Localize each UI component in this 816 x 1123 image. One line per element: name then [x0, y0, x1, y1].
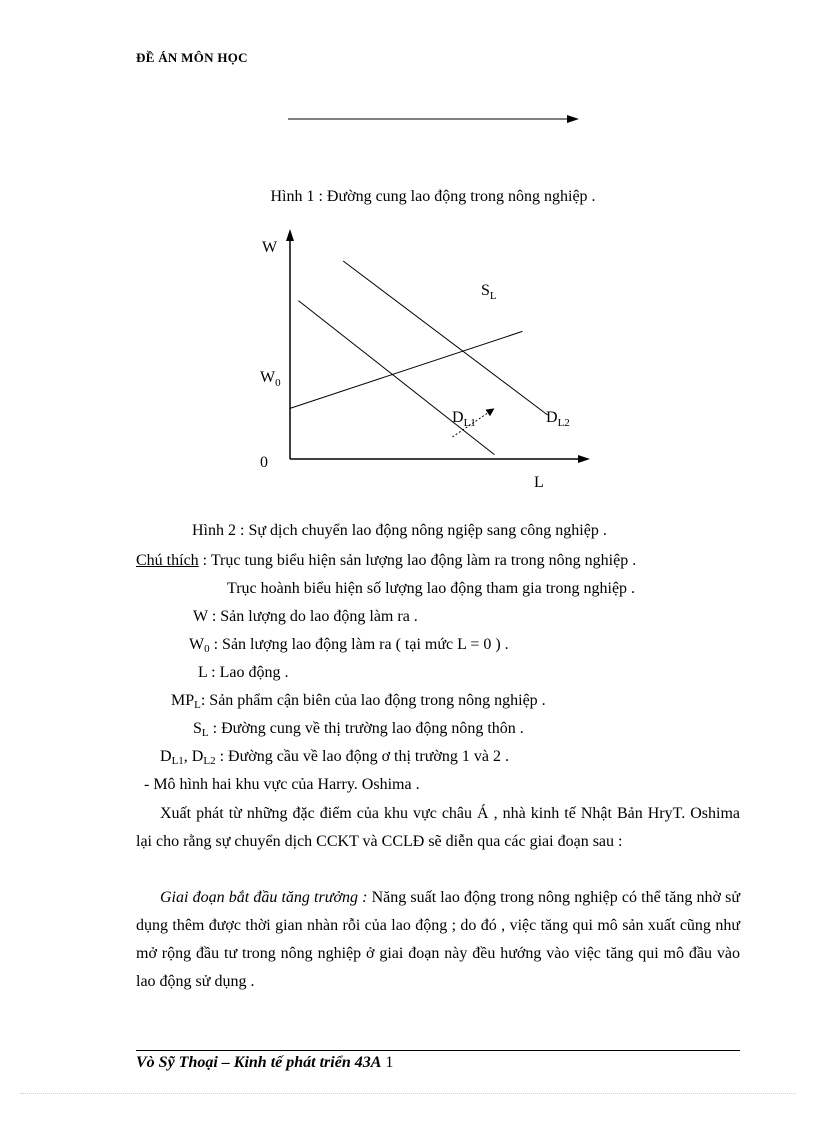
dl1-label: $D_{L1}$ [452, 409, 476, 429]
demand-shift-arrowhead [486, 408, 495, 416]
note-w0: $W_0$ : Sản lượng lao động làm ra ( tại mức L = 0 ) . [189, 636, 509, 655]
stage-title: Giai đoạn bắt đầu tăng trưởng : [160, 889, 368, 906]
y-axis-arrowhead [286, 229, 294, 241]
dl1-demand-line [298, 301, 494, 455]
dl2-label: $D_{L2}$ [546, 409, 570, 429]
note-l: L : Lao động . [198, 664, 289, 681]
model-title: - Mô hình hai khu vực của Harry. Oshima . [144, 776, 420, 793]
footer-divider [136, 1050, 740, 1051]
w0-label: $W_0$ [260, 369, 281, 389]
note-line-1 [136, 552, 636, 570]
figure1-arrow [288, 112, 588, 128]
note-y-axis: : Trục tung biểu hiện sản lượng lao động làm ra trong nông nghiệp . [198, 552, 637, 569]
paragraph-1: Xuất phát từ những đặc điểm của khu vực châu Á , nhà kinh tế Nhật Bản HryT. Oshima lại cho rằng sự chuyển dịch CCKT và CCLĐ sẽ diễn qua các giai đoạn sau : [136, 805, 740, 850]
note-mpl: $MP_L$: Sản phẩm cận biên của lao động trong nông nghiệp . [171, 692, 546, 711]
dl2-demand-line [343, 261, 547, 415]
note-dl: $D_{L1}$, $D_{L2}$ : Đường cầu về lao động ơ thị trường 1 và 2 . [160, 748, 509, 767]
note-w: W : Sản lượng do lao động làm ra . [193, 608, 418, 625]
figure1-caption: Hình 1 : Đường cung lao động trong nông nghiệp . [270, 188, 596, 205]
origin-label: 0 [260, 454, 268, 471]
page-number: 1 [385, 1054, 394, 1071]
note-sl: $S_L$ : Đường cung về thị trường lao động nông thôn . [193, 720, 524, 739]
note-label: Chú thích [136, 552, 199, 569]
paragraph-2-text: Năng suất lao động trong nông nghiệp có thể tăng nhờ sử dụng thêm được thời gian nhàn rỗi của lao động ; do đó , việc tăng qui mô sản xuất cũng như mở rộng đầu tư trong nông nghiệp ở giai đoạn này đều hướng vào việc tăng qui mô đầu vào lao động sử dụng . [136, 889, 740, 990]
sl-label: $S_L$ [481, 282, 497, 302]
y-axis-label: W [262, 239, 278, 256]
document-header: ĐỀ ÁN MÔN HỌC [136, 50, 248, 65]
page-footer [136, 1054, 393, 1072]
note-x-axis: Trục hoành biểu hiện số lượng lao động tham gia trong nghiệp . [227, 580, 636, 597]
x-axis-label: L [534, 474, 544, 491]
figure2-caption: Hình 2 : Sự dịch chuyển lao động nông ngiệp sang công nghiệp . [192, 522, 607, 539]
paragraph-2 [136, 884, 740, 996]
page-bottom-border [20, 1093, 796, 1094]
x-axis-arrowhead [578, 455, 590, 463]
labor-chart [240, 225, 600, 505]
footer-author: Vò Sỹ Thoại – Kinh tế phát triển 43A [136, 1054, 382, 1071]
